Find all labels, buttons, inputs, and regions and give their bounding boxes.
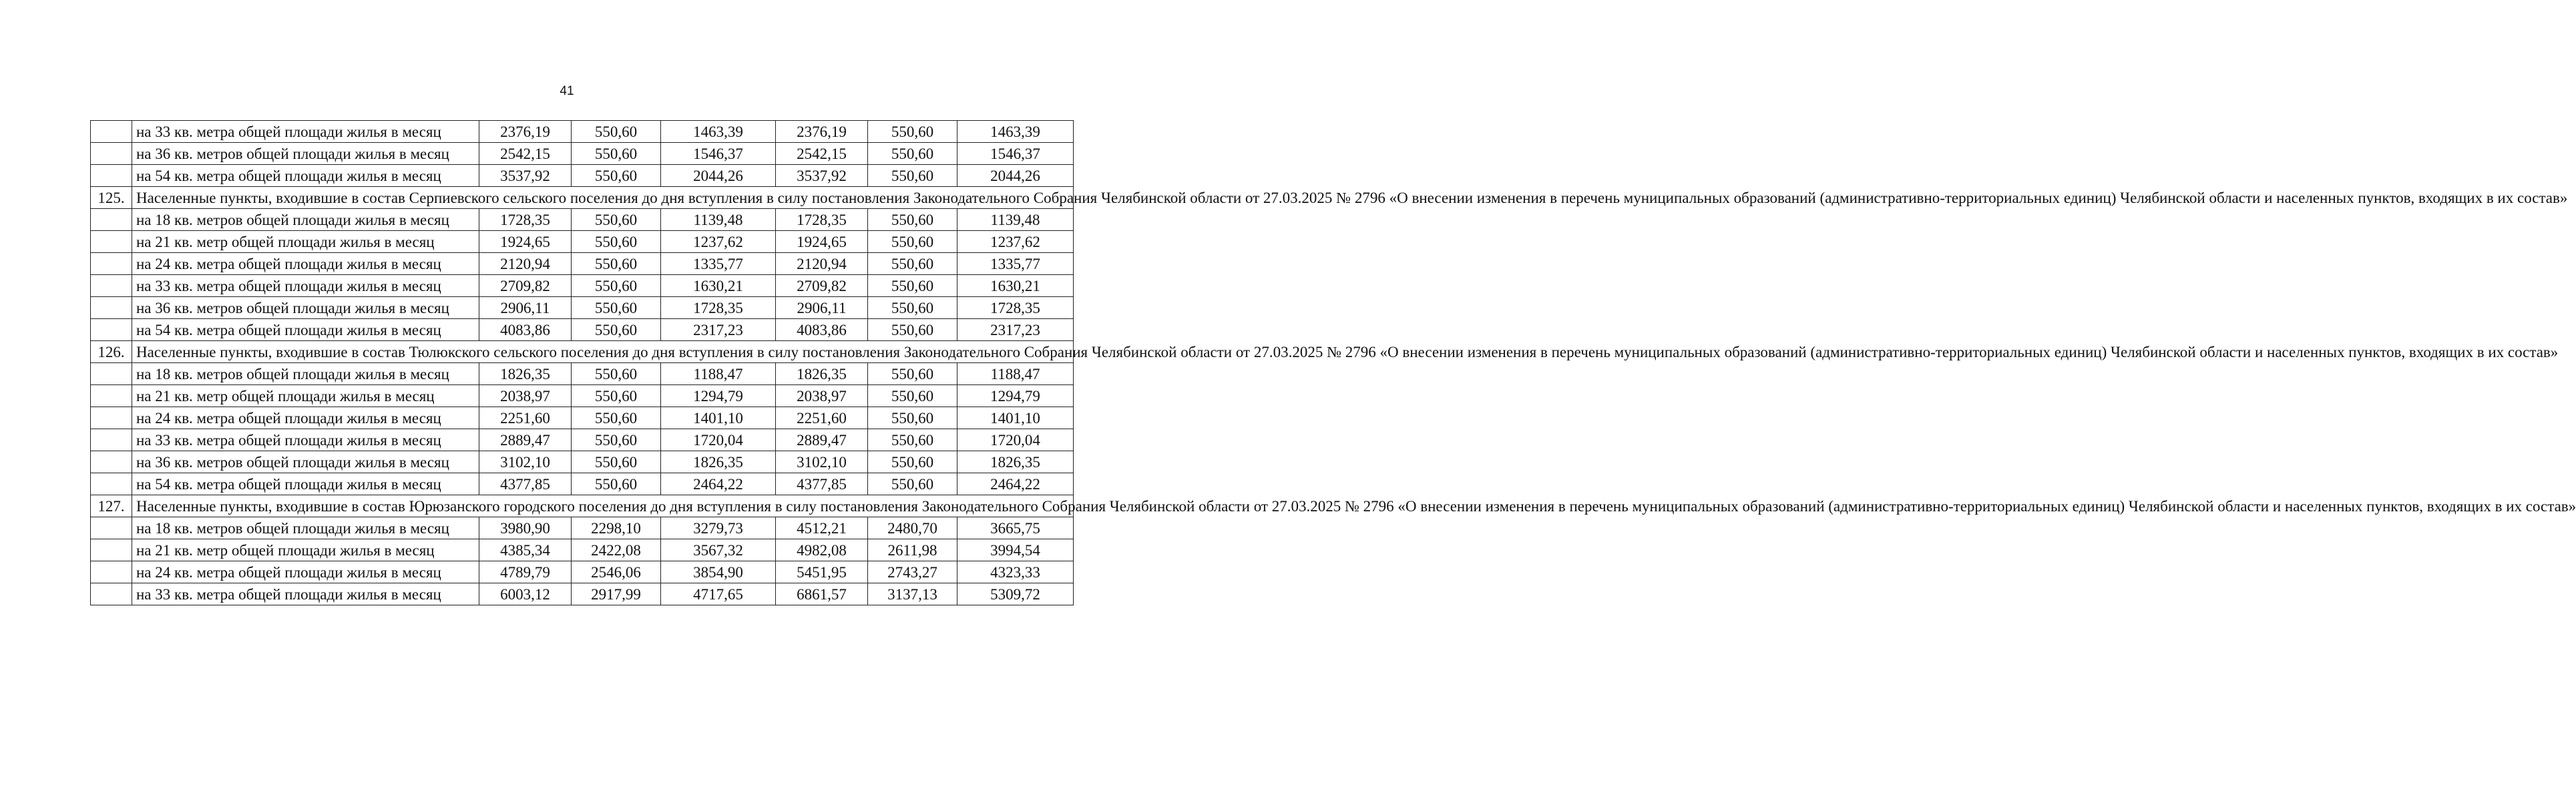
value-cell: 1728,35: [776, 209, 868, 231]
value-cell: 550,60: [572, 275, 661, 297]
value-cell: 2906,11: [776, 297, 868, 319]
table-row: [91, 297, 1074, 319]
section-title: Населенные пункты, входившие в состав Серпиевского сельского поселения до дня вступления в силу постановления Законодательного Собрания Челябинской области от 27.03.2025 № 2796 «О внесении изменения в перечень муниципальных образований (административно-территориальных единиц) Челябинской области и населенных пунктов, входящих в их состав»: [132, 187, 1074, 209]
value-cell: 550,60: [868, 385, 957, 407]
value-cell: 2422,08: [572, 539, 661, 561]
value-cell: 1826,35: [957, 451, 1074, 473]
value-cell: 2464,22: [957, 473, 1074, 495]
page-number: 41: [560, 84, 574, 98]
value-cell: 1335,77: [661, 253, 776, 275]
value-cell: 1401,10: [957, 407, 1074, 429]
value-cell: 550,60: [868, 319, 957, 341]
value-cell: 1188,47: [661, 363, 776, 385]
value-cell: 2317,23: [661, 319, 776, 341]
row-label: на 33 кв. метра общей площади жилья в месяц: [132, 583, 479, 605]
table-row: [91, 209, 1074, 231]
value-cell: 1294,79: [661, 385, 776, 407]
table-row: [91, 363, 1074, 385]
row-label: на 18 кв. метров общей площади жилья в месяц: [132, 209, 479, 231]
row-label: на 54 кв. метра общей площади жилья в месяц: [132, 473, 479, 495]
value-cell: 2251,60: [479, 407, 572, 429]
row-number-cell: [91, 143, 132, 165]
value-cell: 550,60: [572, 429, 661, 451]
value-cell: 550,60: [572, 143, 661, 165]
row-label: на 33 кв. метра общей площади жилья в месяц: [132, 121, 479, 143]
row-number-cell: [91, 231, 132, 253]
value-cell: 550,60: [868, 165, 957, 187]
value-cell: 550,60: [572, 407, 661, 429]
section-header-row: [91, 495, 1074, 517]
value-cell: 3537,92: [776, 165, 868, 187]
value-cell: 2298,10: [572, 517, 661, 539]
table-row: [91, 231, 1074, 253]
value-cell: 1630,21: [661, 275, 776, 297]
value-cell: 2317,23: [957, 319, 1074, 341]
value-cell: 6003,12: [479, 583, 572, 605]
table-row: [91, 165, 1074, 187]
table-row: [91, 539, 1074, 561]
row-number-cell: [91, 165, 132, 187]
row-number-cell: [91, 385, 132, 407]
value-cell: 2709,82: [776, 275, 868, 297]
value-cell: 550,60: [868, 407, 957, 429]
value-cell: 4323,33: [957, 561, 1074, 583]
value-cell: 2038,97: [776, 385, 868, 407]
value-cell: 550,60: [572, 473, 661, 495]
value-cell: 550,60: [868, 363, 957, 385]
table-row: [91, 583, 1074, 605]
table-row: [91, 121, 1074, 143]
row-number-cell: [91, 473, 132, 495]
row-label: на 54 кв. метра общей площади жилья в месяц: [132, 319, 479, 341]
section-title: Населенные пункты, входившие в состав Юрюзанского городского поселения до дня вступления в силу постановления Законодательного Собрания Челябинской области от 27.03.2025 № 2796 «О внесении изменения в перечень муниципальных образований (административно-территориальных единиц) Челябинской области и населенных пунктов, входящих в их состав»: [132, 495, 1074, 517]
value-cell: 1720,04: [661, 429, 776, 451]
value-cell: 550,60: [572, 121, 661, 143]
row-label: на 54 кв. метра общей площади жилья в месяц: [132, 165, 479, 187]
row-label: на 18 кв. метров общей площади жилья в месяц: [132, 363, 479, 385]
value-cell: 1924,65: [479, 231, 572, 253]
row-label: на 24 кв. метра общей площади жилья в месяц: [132, 253, 479, 275]
value-cell: 2120,94: [776, 253, 868, 275]
value-cell: 550,60: [868, 429, 957, 451]
value-cell: 6861,57: [776, 583, 868, 605]
row-number-cell: [91, 517, 132, 539]
value-cell: 1237,62: [957, 231, 1074, 253]
value-cell: 2743,27: [868, 561, 957, 583]
value-cell: 1546,37: [957, 143, 1074, 165]
table-row: [91, 561, 1074, 583]
value-cell: 550,60: [868, 275, 957, 297]
value-cell: 3102,10: [776, 451, 868, 473]
value-cell: 1294,79: [957, 385, 1074, 407]
row-number-cell: [91, 253, 132, 275]
value-cell: 4083,86: [479, 319, 572, 341]
table-row: [91, 319, 1074, 341]
table-row: [91, 275, 1074, 297]
section-number: 125.: [91, 187, 132, 209]
row-number-cell: [91, 319, 132, 341]
value-cell: 2889,47: [479, 429, 572, 451]
row-number-cell: [91, 363, 132, 385]
value-cell: 1401,10: [661, 407, 776, 429]
row-label: на 36 кв. метров общей площади жилья в месяц: [132, 143, 479, 165]
value-cell: 1924,65: [776, 231, 868, 253]
value-cell: 4717,65: [661, 583, 776, 605]
value-cell: 550,60: [868, 231, 957, 253]
value-cell: 550,60: [868, 451, 957, 473]
value-cell: 1335,77: [957, 253, 1074, 275]
value-cell: 3665,75: [957, 517, 1074, 539]
value-cell: 550,60: [572, 319, 661, 341]
value-cell: 550,60: [572, 297, 661, 319]
value-cell: 550,60: [868, 473, 957, 495]
value-cell: 2251,60: [776, 407, 868, 429]
value-cell: 1630,21: [957, 275, 1074, 297]
value-cell: 4377,85: [479, 473, 572, 495]
value-cell: 3854,90: [661, 561, 776, 583]
value-cell: 4083,86: [776, 319, 868, 341]
value-cell: 4789,79: [479, 561, 572, 583]
row-number-cell: [91, 451, 132, 473]
value-cell: 2120,94: [479, 253, 572, 275]
value-cell: 550,60: [868, 121, 957, 143]
value-cell: 1826,35: [479, 363, 572, 385]
value-cell: 3567,32: [661, 539, 776, 561]
row-number-cell: [91, 583, 132, 605]
value-cell: 2044,26: [957, 165, 1074, 187]
value-cell: 550,60: [572, 165, 661, 187]
row-label: на 18 кв. метров общей площади жилья в месяц: [132, 517, 479, 539]
table-row: [91, 451, 1074, 473]
value-cell: 550,60: [868, 143, 957, 165]
table-row: [91, 473, 1074, 495]
value-cell: 1728,35: [661, 297, 776, 319]
value-cell: 3102,10: [479, 451, 572, 473]
value-cell: 4512,21: [776, 517, 868, 539]
row-number-cell: [91, 539, 132, 561]
value-cell: 550,60: [572, 253, 661, 275]
value-cell: 5309,72: [957, 583, 1074, 605]
value-cell: 4385,34: [479, 539, 572, 561]
value-cell: 2709,82: [479, 275, 572, 297]
table-row: [91, 253, 1074, 275]
value-cell: 2889,47: [776, 429, 868, 451]
value-cell: 550,60: [572, 231, 661, 253]
value-cell: 1188,47: [957, 363, 1074, 385]
value-cell: 2906,11: [479, 297, 572, 319]
table-row: [91, 143, 1074, 165]
row-number-cell: [91, 429, 132, 451]
row-label: на 24 кв. метра общей площади жилья в месяц: [132, 561, 479, 583]
value-cell: 2542,15: [776, 143, 868, 165]
value-cell: 2464,22: [661, 473, 776, 495]
value-cell: 2376,19: [479, 121, 572, 143]
row-label: на 21 кв. метр общей площади жилья в месяц: [132, 539, 479, 561]
section-header-row: [91, 341, 1074, 363]
value-cell: 1546,37: [661, 143, 776, 165]
row-number-cell: [91, 407, 132, 429]
value-cell: 2546,06: [572, 561, 661, 583]
value-cell: 1463,39: [661, 121, 776, 143]
table-row: [91, 407, 1074, 429]
row-label: на 36 кв. метров общей площади жилья в месяц: [132, 451, 479, 473]
table-row: [91, 517, 1074, 539]
value-cell: 5451,95: [776, 561, 868, 583]
value-cell: 1728,35: [479, 209, 572, 231]
value-cell: 550,60: [868, 297, 957, 319]
value-cell: 1139,48: [957, 209, 1074, 231]
value-cell: 550,60: [868, 209, 957, 231]
section-title: Населенные пункты, входившие в состав Тюлюкского сельского поселения до дня вступления в силу постановления Законодательного Собрания Челябинской области от 27.03.2025 № 2796 «О внесении изменения в перечень муниципальных образований (административно-территориальных единиц) Челябинской области и населенных пунктов, входящих в их состав»: [132, 341, 1074, 363]
section-number: 127.: [91, 495, 132, 517]
value-cell: 550,60: [572, 363, 661, 385]
value-cell: 2038,97: [479, 385, 572, 407]
value-cell: 550,60: [868, 253, 957, 275]
section-header-row: [91, 187, 1074, 209]
row-label: на 36 кв. метров общей площади жилья в месяц: [132, 297, 479, 319]
row-label: на 24 кв. метра общей площади жилья в месяц: [132, 407, 479, 429]
value-cell: 1139,48: [661, 209, 776, 231]
row-label: на 21 кв. метр общей площади жилья в месяц: [132, 231, 479, 253]
value-cell: 1826,35: [776, 363, 868, 385]
value-cell: 4982,08: [776, 539, 868, 561]
row-label: на 33 кв. метра общей площади жилья в месяц: [132, 275, 479, 297]
value-cell: 3137,13: [868, 583, 957, 605]
value-cell: 550,60: [572, 451, 661, 473]
row-label: на 33 кв. метра общей площади жилья в месяц: [132, 429, 479, 451]
value-cell: 3537,92: [479, 165, 572, 187]
row-label: на 21 кв. метр общей площади жилья в месяц: [132, 385, 479, 407]
table-row: [91, 429, 1074, 451]
section-number: 126.: [91, 341, 132, 363]
value-cell: 2917,99: [572, 583, 661, 605]
value-cell: 2480,70: [868, 517, 957, 539]
value-cell: 4377,85: [776, 473, 868, 495]
value-cell: 3279,73: [661, 517, 776, 539]
value-cell: 1826,35: [661, 451, 776, 473]
row-number-cell: [91, 275, 132, 297]
value-cell: 3994,54: [957, 539, 1074, 561]
value-cell: 1237,62: [661, 231, 776, 253]
value-cell: 550,60: [572, 385, 661, 407]
table-body: [91, 121, 2576, 605]
value-cell: 550,60: [572, 209, 661, 231]
value-cell: 2376,19: [776, 121, 868, 143]
row-number-cell: [91, 209, 132, 231]
value-cell: 1720,04: [957, 429, 1074, 451]
row-number-cell: [91, 297, 132, 319]
value-cell: 1728,35: [957, 297, 1074, 319]
tariff-table: [90, 120, 2576, 605]
value-cell: 1463,39: [957, 121, 1074, 143]
value-cell: 2044,26: [661, 165, 776, 187]
table-row: [91, 385, 1074, 407]
row-number-cell: [91, 121, 132, 143]
value-cell: 3980,90: [479, 517, 572, 539]
value-cell: 2611,98: [868, 539, 957, 561]
value-cell: 2542,15: [479, 143, 572, 165]
row-number-cell: [91, 561, 132, 583]
